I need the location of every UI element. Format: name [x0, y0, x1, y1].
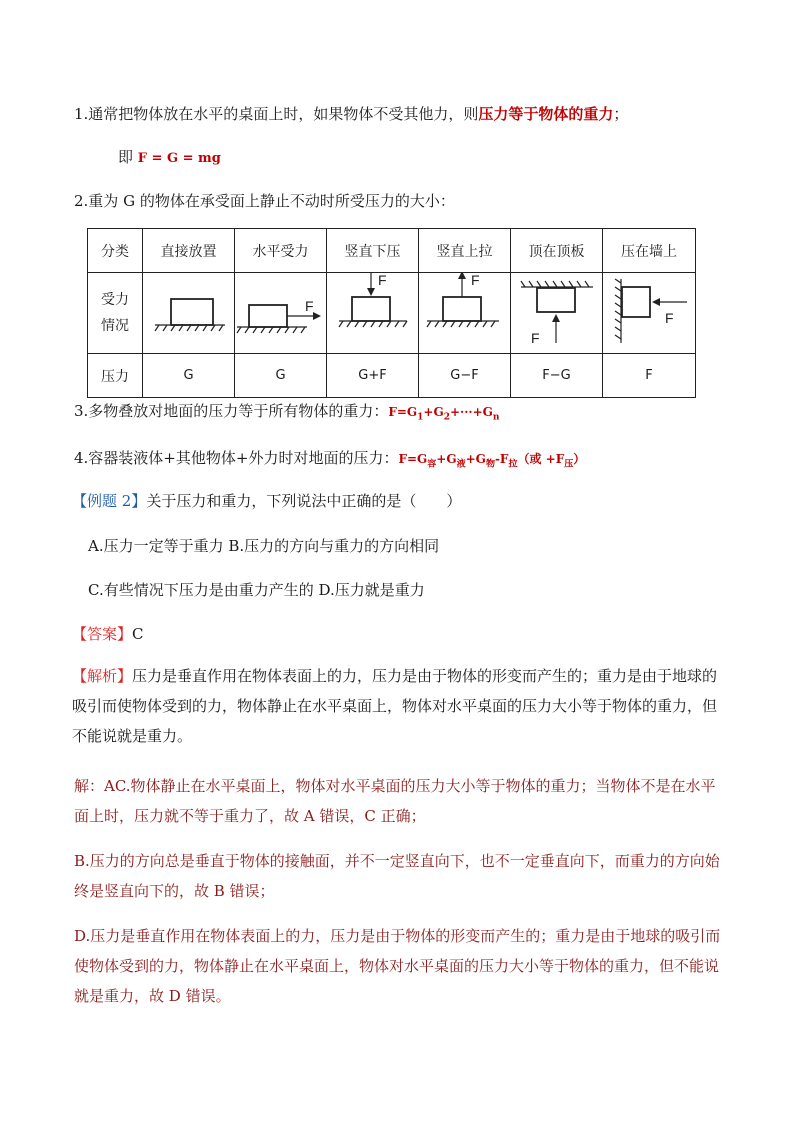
block-shape: [171, 299, 213, 325]
example-label: 例题 2: [87, 492, 132, 510]
item-4: 4.容器装液体+其他物体+外力时对地面的压力：$F=G_容+G_液+G_物-F_拉$（或 $+F_压$）: [74, 449, 586, 470]
row-label-pressure: 压力: [88, 354, 143, 398]
table-header: 水平受力: [235, 229, 327, 273]
diagram-ceiling-svg: [511, 273, 602, 349]
solution-p1: 解：AC.物体静止在水平桌面上，物体对水平桌面的压力大小等于物体的重力；当物体不是在水平面上时，压力就不等于重力了，故 A 错误，C 正确；: [74, 777, 716, 825]
options-line-2: C.有些情况下压力是由重力产生的 D.压力就是重力: [88, 581, 425, 599]
table-header: 竖直上拉: [419, 229, 511, 273]
diagram-direct-svg: [143, 273, 234, 349]
force-arrow-icon: [458, 273, 466, 279]
force-arrow-icon: [652, 298, 660, 306]
force-arrow-icon: [313, 312, 321, 320]
item-1-highlight: 压力等于物体的重力: [478, 105, 614, 123]
diagram-pull: [419, 273, 511, 354]
item-3-formula: $F=G_1+G_2+\cdot\cdot\cdot+G_n$: [388, 405, 500, 423]
force-table: [87, 228, 696, 398]
item-3: 3.多物叠放对地面的压力等于所有物体的重力：$F=G_1+G_2+\cdot\cdot\cdot+G_n$: [74, 402, 500, 423]
item-4-formula: $F=G_容+G_液+G_物-F_拉$（或 $+F_压$）: [398, 452, 586, 470]
diagram-horizontal-svg: [235, 273, 326, 349]
formula-1: 即 F = G = mg: [118, 148, 221, 166]
diagram-press: [327, 273, 419, 354]
force-label: F: [471, 273, 480, 288]
example-question: 【例题 2】关于压力和重力，下列说法中正确的是（ ）: [72, 492, 462, 510]
solution-p2: B.压力的方向总是垂直于物体的接触面，并不一定竖直向下，也不一定垂直向下，而重力的方向始终是竖直向下的，故 B 错误；: [74, 852, 720, 900]
table-header: 顶在顶板: [511, 229, 603, 273]
item-1: 1.通常把物体放在水平的桌面上时，如果物体不受其他力，则压力等于物体的重力；: [74, 105, 629, 123]
solution-p3: D.压力是垂直作用在物体表面上的力，压力是由于物体的形变而产生的；重力是由于地球的吸引而使物体受到的力，物体静止在水平桌面上，物体对水平桌面的压力大小等于物体的重力，但不能说就是重力，故 D 错误。: [74, 927, 721, 1005]
options-line-1: A.压力一定等于重力 B.压力的方向与重力的方向相同: [88, 537, 440, 555]
table-cell: G+F: [327, 354, 419, 398]
analysis: 【解析】压力是垂直作用在物体表面上的力，压力是由于物体的形变而产生的；重力是由于地球的吸引而使物体受到的力，物体静止在水平桌面上，物体对水平桌面的压力大小等于物体的重力，但不能说就是重力。: [72, 667, 718, 745]
table-cell: F−G: [511, 354, 603, 398]
table-header: 压在墙上: [603, 229, 696, 273]
table-header: 竖直下压: [327, 229, 419, 273]
table-header: 直接放置: [143, 229, 235, 273]
table-cell: G−F: [419, 354, 511, 398]
table-header: 分类: [88, 229, 143, 273]
table-cell: G: [235, 354, 327, 398]
force-label: F: [378, 273, 387, 288]
diagram-wall-svg: [603, 273, 695, 349]
table-cell: G: [143, 354, 235, 398]
diagram-wall: [603, 273, 696, 354]
force-label: F: [665, 310, 674, 326]
table-cell: F: [603, 354, 696, 398]
force-arrow-icon: [367, 288, 375, 296]
formula-1-expr: F = G = mg: [137, 151, 221, 166]
row-label-force: 受力 情况: [88, 273, 143, 354]
answer: 【答案】C: [72, 625, 144, 643]
diagram-pull-svg: [419, 273, 510, 349]
answer-value: C: [132, 625, 144, 643]
force-label: F: [531, 330, 540, 346]
diagram-direct: [143, 273, 235, 354]
diagram-press-svg: [327, 273, 418, 349]
force-arrow-icon: [552, 314, 560, 322]
diagram-ceiling: [511, 273, 603, 354]
item-2: 2.重为 G 的物体在承受面上静止不动时所受压力的大小：: [74, 192, 455, 210]
diagram-horizontal: [235, 273, 327, 354]
force-label: F: [305, 298, 314, 314]
